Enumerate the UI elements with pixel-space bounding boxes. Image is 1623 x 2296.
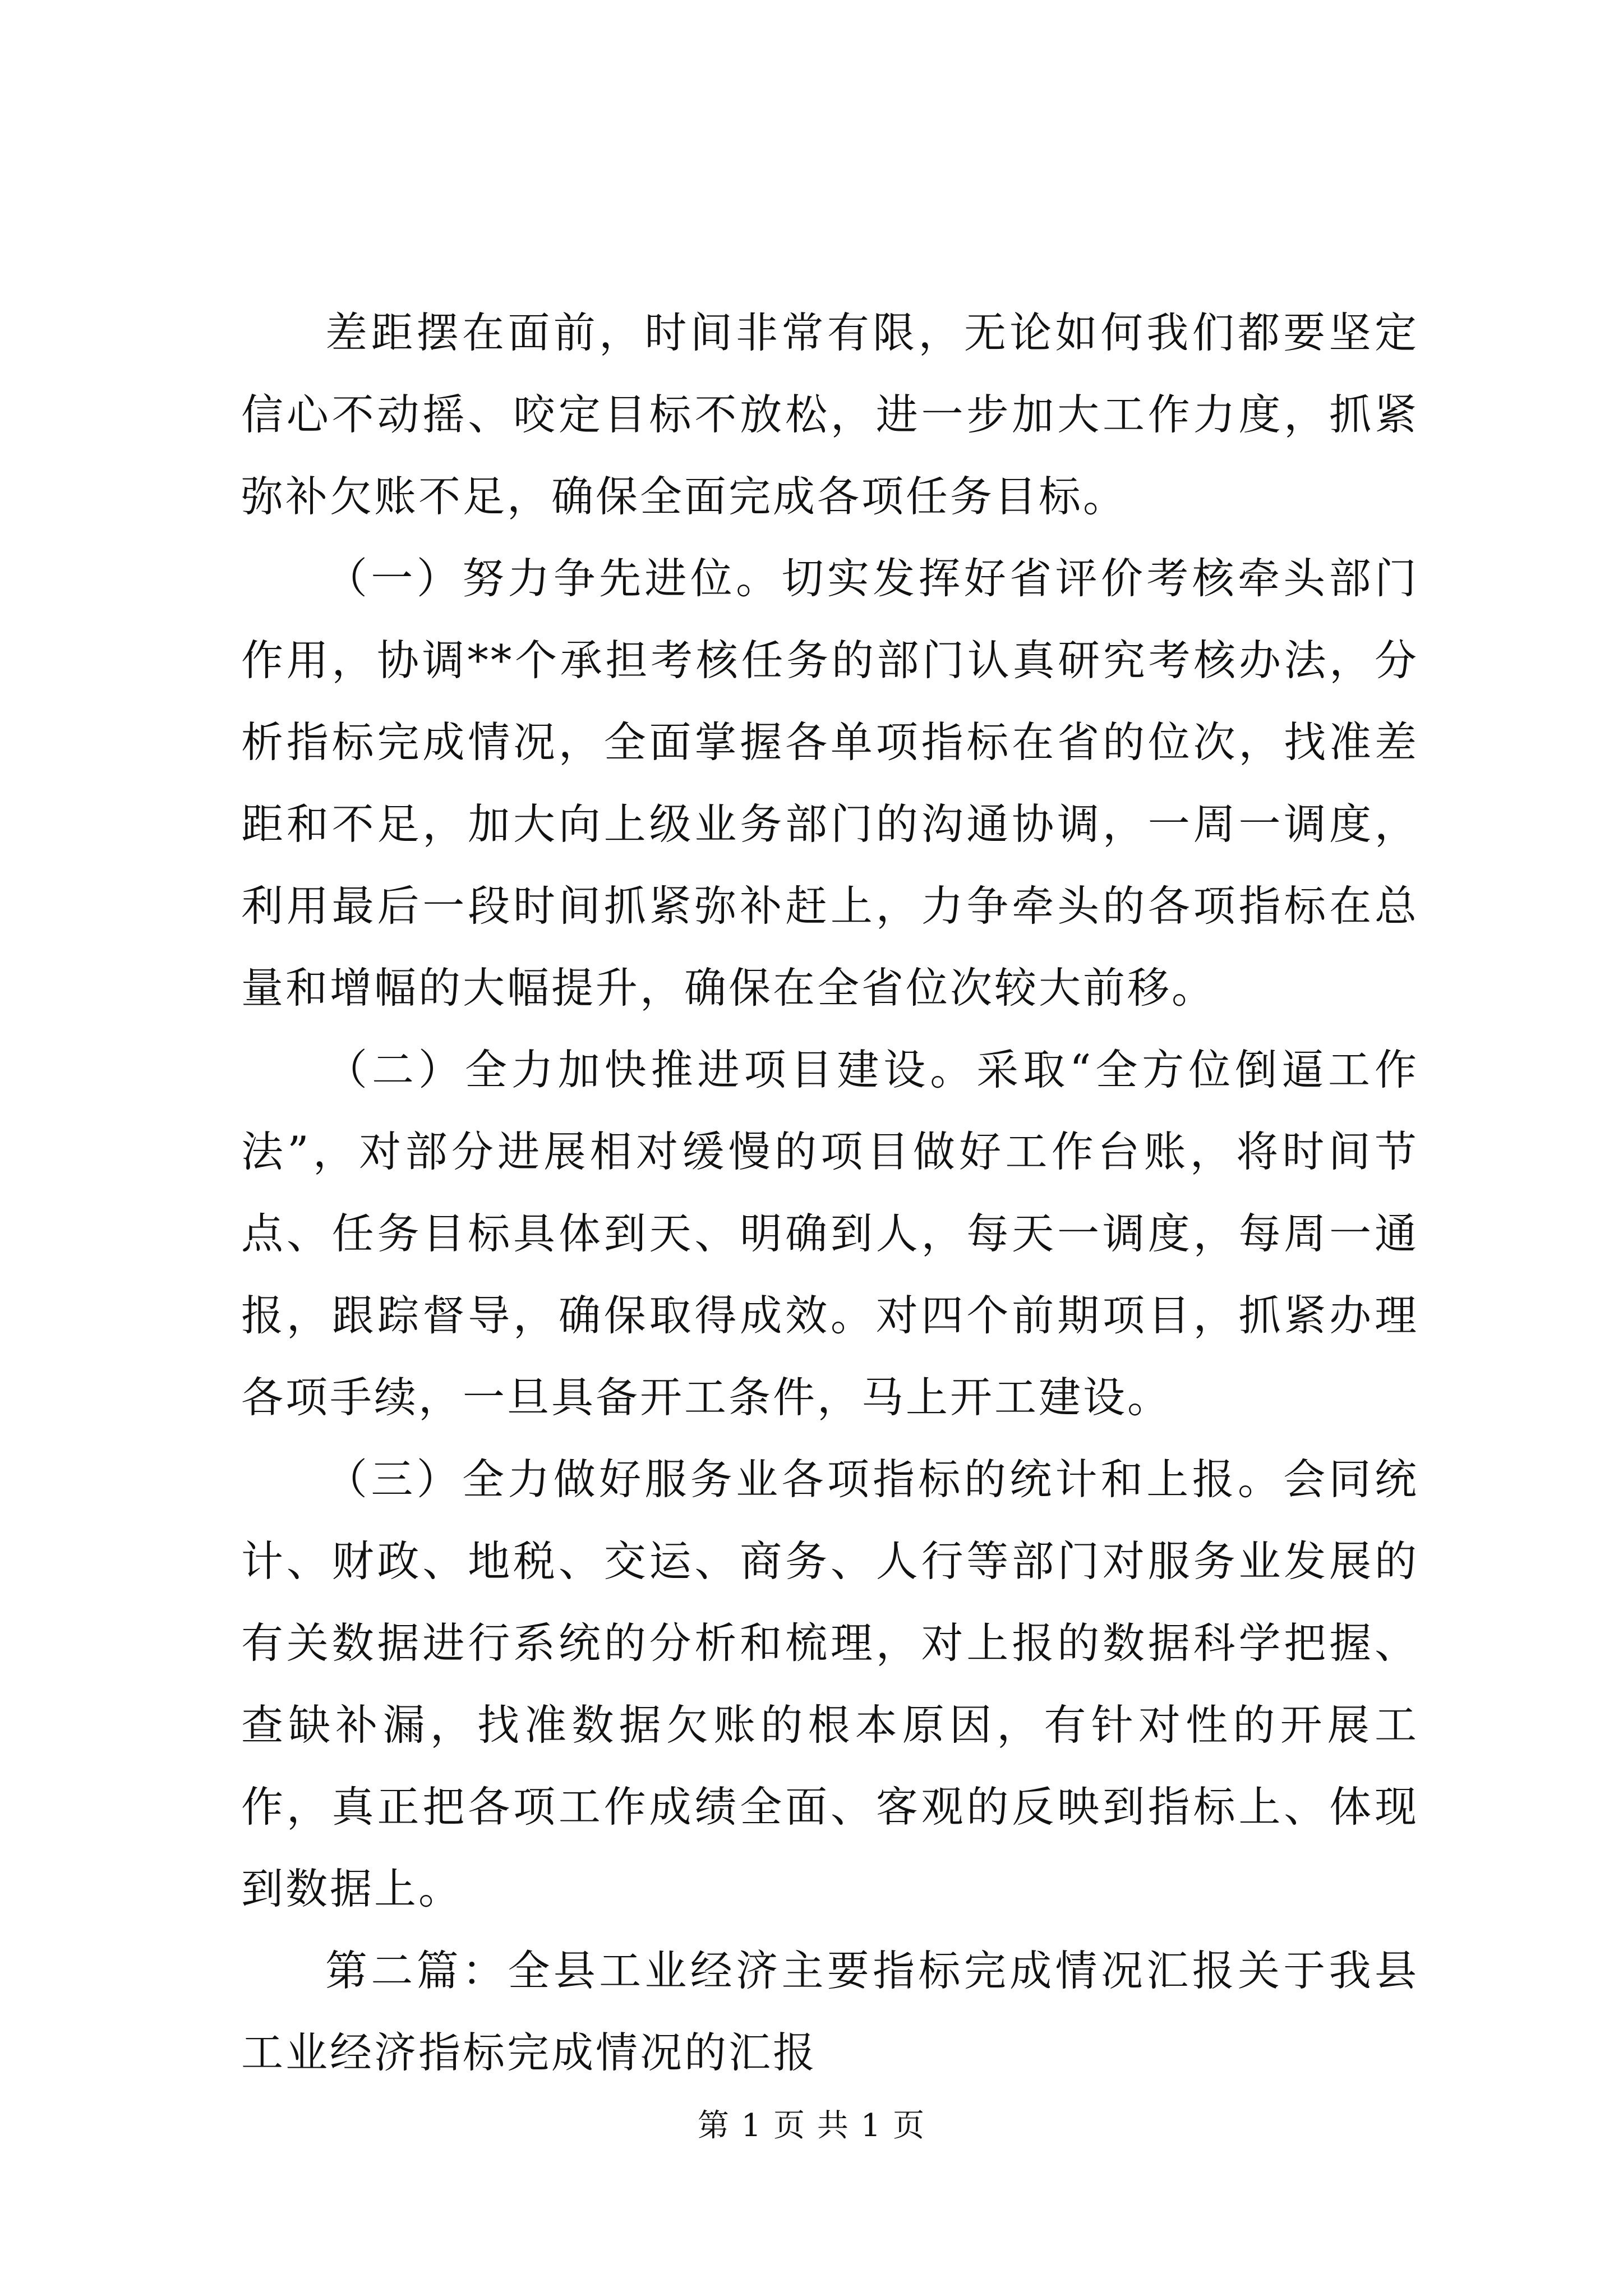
page-footer: 第 1 页 共 1 页	[697, 2108, 926, 2144]
paragraph-section-2: （二）全力加快推进项目建设。采取“全方位倒逼工作法”，对部分进展相对缓慢的项目做好工作台账，将时间节点、任务目标具体到天、明确到人，每天一调度，每周一通报，跟踪督导，确保取得成效。对四个前期项目，抓紧办理各项手续，一旦具备开工条件，马上开工建设。	[241, 1045, 1419, 1422]
paragraph-intro: 差距摆在面前，时间非常有限，无论如何我们都要坚定信心不动摇、咬定目标不放松，进一步加大工作力度，抓紧弥补欠账不足，确保全面完成各项任务目标。	[241, 308, 1419, 521]
paragraph-section-3: （三）全力做好服务业各项指标的统计和上报。会同统计、财政、地税、交运、商务、人行等部门对服务业发展的有关数据进行系统的分析和梳理，对上报的数据科学把握、查缺补漏，找准数据欠账的根本原因，有针对性的开展工作，真正把各项工作成绩全面、客观的反映到指标上、体现到数据上。	[241, 1455, 1419, 1913]
paragraph-section-1: （一）努力争先进位。切实发挥好省评价考核牵头部门作用，协调**个承担考核任务的部门认真研究考核办法，分析指标完成情况，全面掌握各单项指标在省的位次，找准差距和不足，加大向上级业务部门的沟通协调，一周一调度，利用最后一段时间抓紧弥补赶上，力争牵头的各项指标在总量和增幅的大幅提升，确保在全省位次较大前移。	[241, 554, 1419, 1013]
paragraph-chapter-two-title: 第二篇：全县工业经济主要指标完成情况汇报关于我县工业经济指标完成情况的汇报	[241, 1946, 1419, 2077]
document-body	[241, 292, 1419, 2093]
